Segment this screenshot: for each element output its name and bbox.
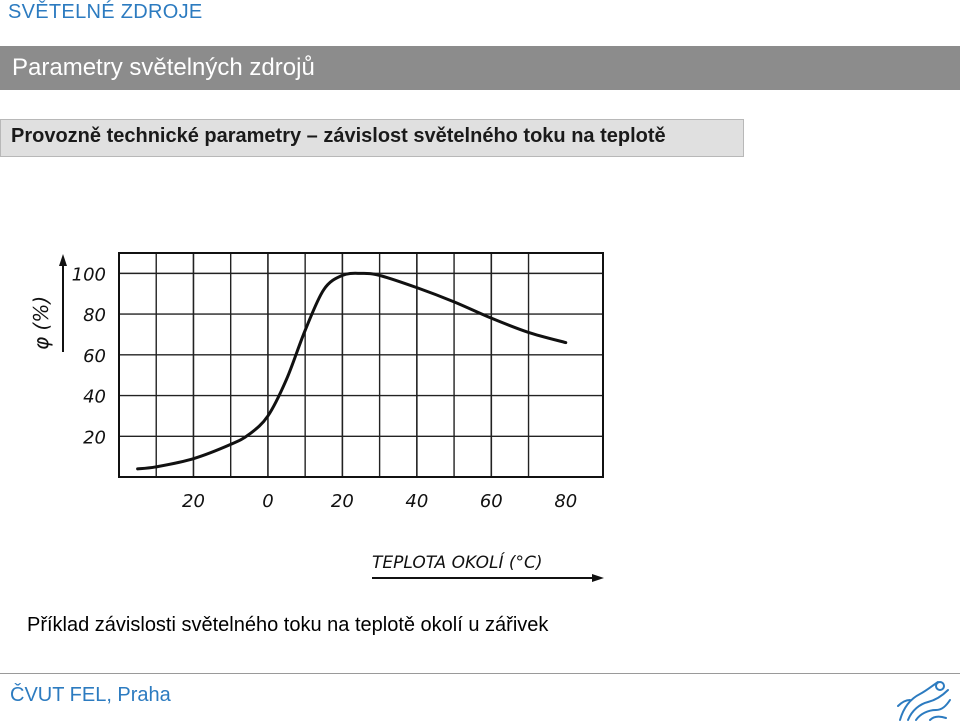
x-tick-labels [182, 491, 577, 512]
y-tick-label: 60 [83, 345, 106, 367]
footer-org: ČVUT FEL, Praha [10, 684, 171, 706]
x-tick-label: 20 [182, 491, 205, 512]
x-tick-label: 40 [405, 491, 429, 512]
x-tick-label: 20 [330, 491, 354, 512]
y-tick-labels [72, 264, 106, 448]
chart-frame [119, 253, 603, 477]
series-line [138, 273, 566, 469]
x-tick-label: 60 [479, 491, 503, 512]
x-axis-label-group [372, 551, 604, 582]
y-tick-label: 40 [83, 386, 106, 408]
x-tick-label: 80 [554, 491, 578, 512]
x-axis-label: TEPLOTA OKOLÍ (°C) [372, 553, 543, 573]
temperature-flux-chart [0, 190, 700, 595]
caption: Příklad závislosti světelného toku na teplotě okolí u zářivek [27, 614, 549, 636]
y-axis-label-group [29, 254, 67, 352]
chart-series [138, 273, 566, 469]
section-title: SVĚTELNÉ ZDROJE [8, 1, 203, 23]
cvut-lion-logo-icon [890, 676, 956, 726]
y-axis-arrowhead [59, 254, 67, 266]
title-bar [0, 46, 960, 90]
y-axis-label: φ (%) [29, 295, 53, 350]
x-tick-label: 0 [262, 491, 274, 512]
chart-area [0, 190, 700, 595]
y-tick-label: 80 [83, 305, 106, 327]
x-axis-arrowhead [592, 574, 604, 582]
y-tick-label: 100 [71, 264, 106, 286]
page-title: Parametry světelných zdrojů [12, 54, 315, 81]
subtitle: Provozně technické parametry – závislost světelného toku na teplotě [11, 125, 666, 147]
footer-divider [0, 673, 960, 674]
plot-frame [119, 253, 603, 477]
y-tick-label: 20 [83, 427, 106, 449]
subtitle-box [0, 119, 744, 157]
chart-grid [119, 253, 603, 477]
